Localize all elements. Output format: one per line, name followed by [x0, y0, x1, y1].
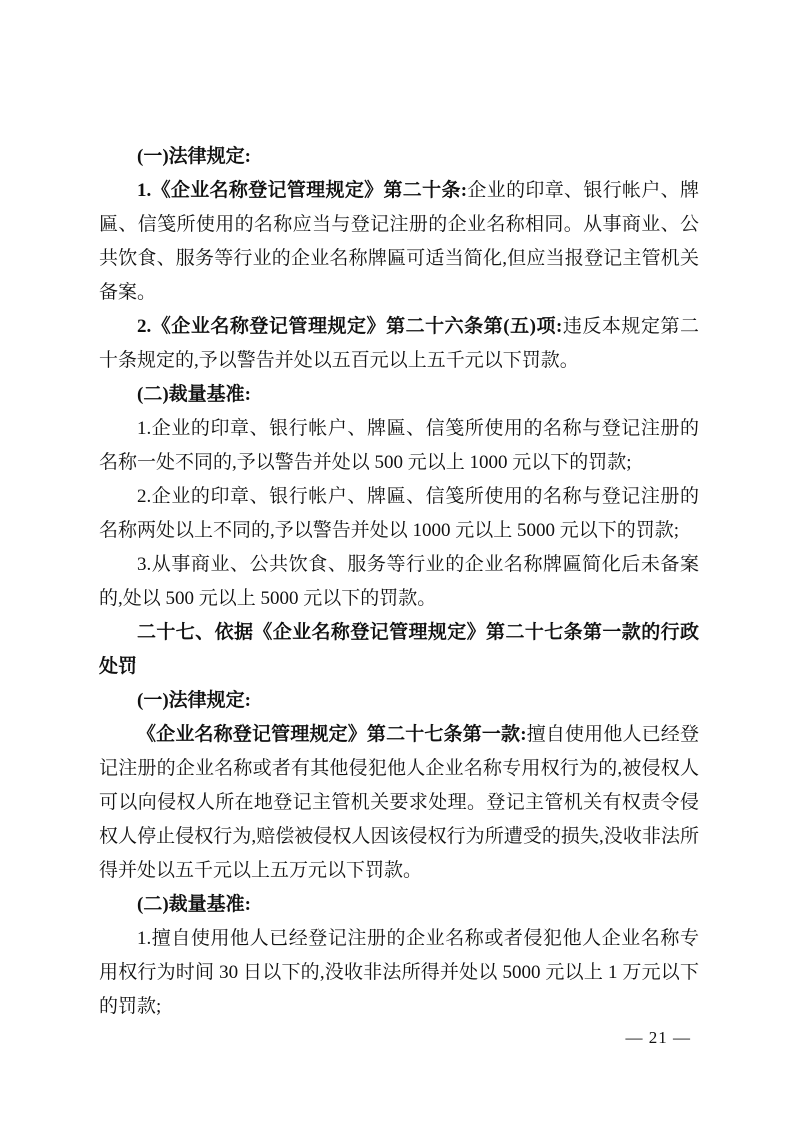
- legal-basis-label-2: [99, 684, 699, 718]
- clause-lead-text: 2.《企业名称登记管理规定》第二十六条第(五)项:: [137, 316, 563, 337]
- section-heading-27: [99, 616, 699, 684]
- document-body: [99, 140, 699, 1024]
- section-label-text: (二)裁量基准:: [137, 384, 251, 405]
- section-label-text: (一)法律规定:: [137, 146, 251, 167]
- legal-basis-label: [99, 140, 699, 174]
- clause-lead-text: 1.《企业名称登记管理规定》第二十条:: [137, 180, 468, 201]
- clause-article-27-paragraph-1: [99, 718, 699, 888]
- clause-lead-text: 《企业名称登记管理规定》第二十七条第一款:: [137, 724, 527, 745]
- clause-article-26-item-5: [99, 310, 699, 378]
- section-label-text: (一)法律规定:: [137, 690, 251, 711]
- clause-article-20: [99, 174, 699, 310]
- page-number: — 21 —: [625, 1028, 691, 1047]
- benchmark-item-1: [99, 412, 699, 480]
- benchmark-item-text: 2.企业的印章、银行帐户、牌匾、信笺所使用的名称与登记注册的名称两处以上不同的,予以警告并处以 1000 元以上 5000 元以下的罚款;: [99, 486, 699, 541]
- benchmark-item-text: 3.从事商业、公共饮食、服务等行业的企业名称牌匾简化后未备案的,处以 500 元以上 5000 元以下的罚款。: [99, 554, 699, 609]
- section-label-text: (二)裁量基准:: [137, 894, 251, 915]
- discretion-benchmark-label: [99, 378, 699, 412]
- benchmark-item-text: 1.企业的印章、银行帐户、牌匾、信笺所使用的名称与登记注册的名称一处不同的,予以警告并处以 500 元以上 1000 元以下的罚款;: [99, 418, 699, 473]
- section-heading-text: 二十七、依据《企业名称登记管理规定》第二十七条第一款的行政处罚: [99, 622, 699, 677]
- benchmark-item-2: [99, 480, 699, 548]
- clause-body-text: 违反本规定第二十条规定的,予以警告并处以五百元以上五千元以下罚款。: [99, 316, 699, 371]
- clause-body-text: 企业的印章、银行帐户、牌匾、信笺所使用的名称应当与登记注册的企业名称相同。从事商业、公共饮食、服务等行业的企业名称牌匾可适当简化,但应当报登记主管机关备案。: [99, 180, 699, 303]
- clause-body-text: 擅自使用他人已经登记注册的企业名称或者有其他侵犯他人企业名称专用权行为的,被侵权人可以向侵权人所在地登记主管机关要求处理。登记主管机关有权责令侵权人停止侵权行为,赔偿被侵权人因该侵权行为所遭受的损失,没收非法所得并处以五千元以上五万元以下罚款。: [99, 724, 699, 881]
- benchmark-item-27-1: [99, 922, 699, 1024]
- discretion-benchmark-label-2: [99, 888, 699, 922]
- benchmark-item-text: 1.擅自使用他人已经登记注册的企业名称或者侵犯他人企业名称专用权行为时间 30 日以下的,没收非法所得并处以 5000 元以上 1 万元以下的罚款;: [99, 928, 699, 1017]
- benchmark-item-3: [99, 548, 699, 616]
